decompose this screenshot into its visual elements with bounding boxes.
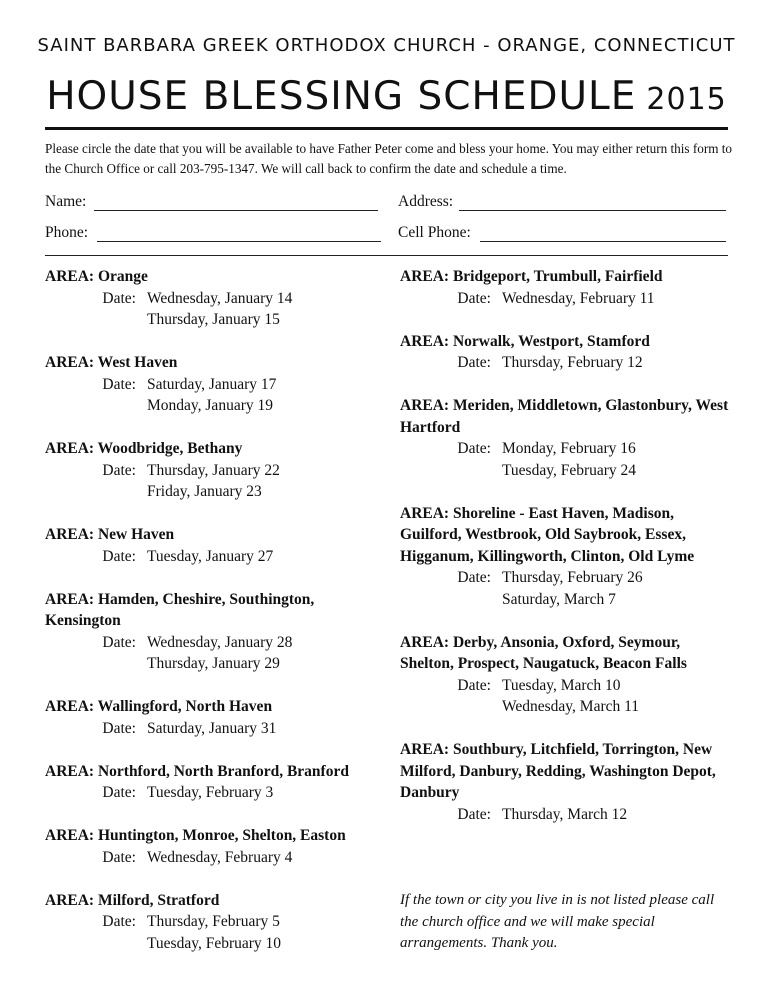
date-label: Date: bbox=[102, 784, 136, 801]
date-line bbox=[45, 288, 390, 310]
date-option[interactable]: Tuesday, January 27 bbox=[147, 547, 274, 565]
date-line bbox=[400, 696, 733, 718]
instructions-text: Please circle the date that you will be available to have Father Peter come and bless your home. You may either return this form to the Church Office or call 203-795-1347. We will call back to confirm the date and schedule a time. bbox=[45, 141, 733, 176]
area-block bbox=[45, 761, 390, 804]
area-block bbox=[45, 352, 390, 417]
date-option[interactable]: Wednesday, February 4 bbox=[147, 848, 293, 866]
area-heading: AREA: West Haven bbox=[45, 354, 178, 371]
phone-field[interactable] bbox=[97, 241, 381, 242]
date-label: Date: bbox=[102, 719, 136, 737]
right-area-column bbox=[400, 266, 733, 847]
date-label: Date: bbox=[102, 633, 136, 651]
phone-label: Phone: bbox=[45, 224, 89, 241]
date-line bbox=[400, 460, 733, 482]
date-label: Date: bbox=[457, 805, 491, 823]
date-option[interactable]: Thursday, February 5 bbox=[147, 913, 280, 930]
date-label: Date: bbox=[102, 547, 136, 565]
date-line bbox=[400, 438, 733, 460]
church-name: SAINT BARBARA GREEK ORTHODOX CHURCH - ORANGE, CONNECTICUT bbox=[37, 35, 736, 56]
date-label: Date: bbox=[102, 913, 136, 930]
form-divider bbox=[45, 255, 728, 256]
date-option[interactable]: Tuesday, February 10 bbox=[147, 934, 282, 952]
area-block bbox=[400, 503, 733, 611]
date-line bbox=[45, 309, 390, 331]
date-option[interactable]: Thursday, February 26 bbox=[502, 569, 643, 586]
address-label: Address: bbox=[398, 193, 454, 210]
area-heading: AREA: Derby, Ansonia, Oxford, Seymour, Shelton, Prospect, Naugatuck, Beacon Falls bbox=[400, 633, 687, 672]
area-heading: AREA: Norwalk, Westport, Stamford bbox=[400, 332, 650, 350]
date-label: Date: bbox=[457, 289, 491, 307]
date-label: Date: bbox=[102, 375, 136, 393]
area-heading: AREA: Wallingford, North Haven bbox=[45, 698, 273, 715]
area-block bbox=[400, 395, 733, 481]
date-option[interactable]: Wednesday, March 11 bbox=[502, 698, 640, 715]
area-block bbox=[45, 266, 390, 331]
date-option[interactable]: Thursday, January 15 bbox=[147, 311, 280, 328]
date-option[interactable]: Wednesday, January 14 bbox=[147, 289, 293, 307]
date-option[interactable]: Thursday, February 12 bbox=[502, 354, 643, 371]
date-label: Date: bbox=[102, 461, 136, 479]
name-label: Name: bbox=[45, 193, 87, 210]
date-line bbox=[45, 546, 390, 568]
area-block bbox=[45, 438, 390, 503]
cell-phone-field[interactable] bbox=[480, 241, 726, 242]
area-block bbox=[400, 331, 733, 374]
area-heading: AREA: Bridgeport, Trumbull, Fairfield bbox=[400, 268, 663, 285]
date-option[interactable]: Tuesday, March 10 bbox=[502, 676, 621, 694]
date-option[interactable]: Tuesday, February 3 bbox=[147, 784, 274, 801]
page-title bbox=[0, 72, 773, 125]
date-option[interactable]: Thursday, March 12 bbox=[502, 805, 628, 823]
area-heading: AREA: Northford, North Branford, Branford bbox=[45, 762, 349, 780]
date-label: Date: bbox=[457, 569, 491, 586]
date-line bbox=[45, 395, 390, 417]
area-heading: AREA: Meriden, Middletown, Glastonbury, West Hartford bbox=[400, 397, 729, 436]
date-option[interactable]: Saturday, January 17 bbox=[147, 375, 277, 393]
date-option[interactable]: Friday, January 23 bbox=[147, 483, 262, 500]
date-option[interactable]: Wednesday, February 11 bbox=[502, 289, 655, 307]
date-line bbox=[400, 589, 733, 611]
date-label: Date: bbox=[457, 354, 491, 371]
date-option[interactable]: Thursday, January 29 bbox=[147, 655, 280, 672]
date-line bbox=[45, 653, 390, 675]
title-text: HOUSE BLESSING SCHEDULE bbox=[46, 74, 637, 119]
area-heading: AREA: Southbury, Litchfield, Torrington, New Milford, Danbury, Redding, Washington Depot, Danbury bbox=[400, 741, 716, 801]
area-block bbox=[45, 825, 390, 868]
date-line bbox=[45, 460, 390, 482]
area-heading: AREA: Hamden, Cheshire, Southington, Kensington bbox=[45, 590, 315, 629]
area-heading: AREA: Woodbridge, Bethany bbox=[45, 440, 243, 457]
title-year: 2015 bbox=[646, 82, 727, 117]
area-block bbox=[400, 632, 733, 718]
date-option[interactable]: Saturday, January 31 bbox=[147, 719, 277, 737]
date-line bbox=[45, 374, 390, 396]
area-heading: AREA: Shoreline - East Haven, Madison, Guilford, Westbrook, Old Saybrook, Essex, Higganum, Killingworth, Clinton, Old Lyme bbox=[400, 504, 695, 565]
date-option[interactable]: Monday, January 19 bbox=[147, 397, 273, 414]
name-field[interactable] bbox=[94, 210, 378, 211]
area-block bbox=[400, 739, 733, 825]
date-line bbox=[400, 288, 733, 310]
address-field[interactable] bbox=[459, 210, 726, 211]
cell-phone-label: Cell Phone: bbox=[398, 224, 471, 241]
area-heading: AREA: Huntington, Monroe, Shelton, Easton bbox=[45, 827, 346, 844]
date-line bbox=[400, 675, 733, 697]
title-rule bbox=[45, 127, 728, 130]
area-block bbox=[45, 524, 390, 567]
date-option[interactable]: Wednesday, January 28 bbox=[147, 633, 293, 651]
area-heading: AREA: New Haven bbox=[45, 526, 175, 543]
date-label: Date: bbox=[457, 440, 491, 457]
date-option[interactable]: Monday, February 16 bbox=[502, 440, 636, 457]
unlisted-town-note: If the town or city you live in is not listed please call the church office and we will make special arrangements. Thank you. bbox=[400, 892, 715, 951]
date-label: Date: bbox=[102, 848, 136, 866]
date-line bbox=[45, 718, 390, 740]
date-line bbox=[45, 782, 390, 804]
area-block bbox=[45, 890, 390, 955]
area-heading: AREA: Orange bbox=[45, 268, 148, 285]
date-line bbox=[45, 847, 390, 869]
area-block bbox=[400, 266, 733, 309]
date-line bbox=[45, 933, 390, 955]
date-line bbox=[45, 481, 390, 503]
date-label: Date: bbox=[457, 676, 491, 694]
date-label: Date: bbox=[102, 289, 136, 307]
date-line bbox=[45, 632, 390, 654]
date-line bbox=[400, 804, 733, 826]
left-area-column bbox=[45, 266, 390, 976]
area-block bbox=[45, 696, 390, 739]
date-option[interactable]: Tuesday, February 24 bbox=[502, 461, 637, 479]
area-heading: AREA: Milford, Stratford bbox=[45, 891, 220, 909]
date-line bbox=[400, 352, 733, 374]
date-option[interactable]: Saturday, March 7 bbox=[502, 590, 616, 608]
area-block bbox=[45, 589, 390, 675]
date-line bbox=[45, 911, 390, 933]
date-line bbox=[400, 567, 733, 589]
date-option[interactable]: Thursday, January 22 bbox=[147, 461, 280, 479]
